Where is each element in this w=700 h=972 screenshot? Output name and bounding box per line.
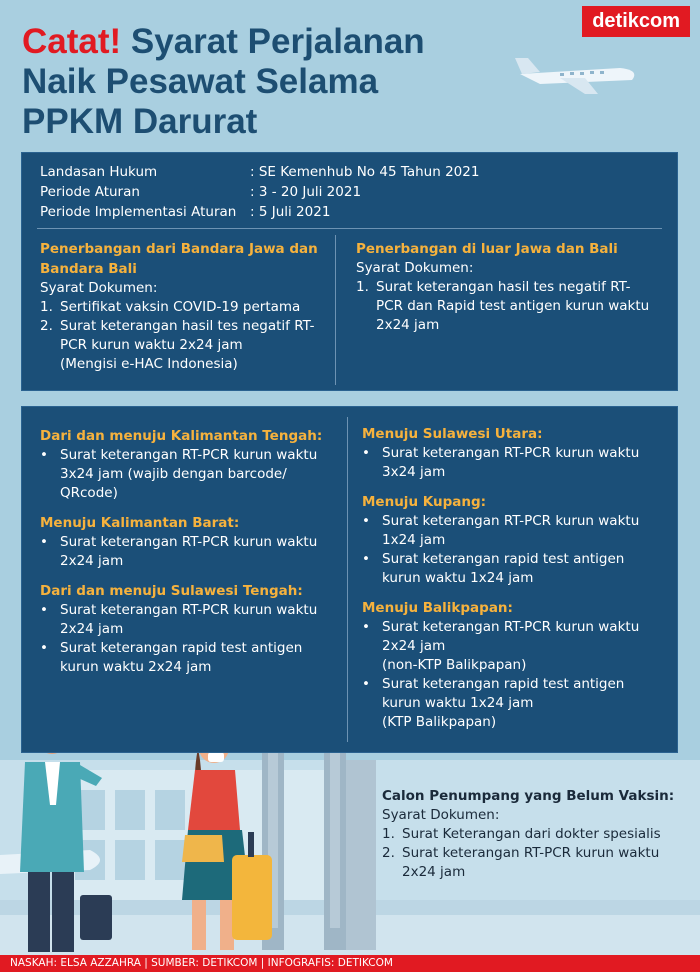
region-section: Dari dan menuju Sulawesi Tengah: • Surat keterangan RT-PCR kurun waktu 2x24 jam • Surat keterangan rapid test antigen kurun waktu 2x24 jam [40,581,340,677]
info-row: Periode Aturan : 3 - 20 Juli 2021 [40,184,362,200]
jawa-bali-section: Penerbangan dari Bandara Jawa dan Bandara Bali Syarat Dokumen: 1. Sertifikat vaksin COVID-19 pertama 2. Surat keterangan hasil tes negatif RT- PCR kurun waktu 2x24 jam (Mengisi e-HAC Indonesia) [40,239,330,374]
list-item: 1. Surat Keterangan dari dokter spesialis [382,826,661,842]
list-item: 2. Surat keterangan RT-PCR kurun waktu 2x24 jam [382,845,660,880]
list-item: • Surat keterangan RT-PCR kurun waktu 2x24 jam (non-KTP Balikpapan) [362,619,640,673]
list-item: • Surat keterangan rapid test antigen kurun waktu 1x24 jam [362,551,625,586]
info-row: Landasan Hukum : SE Kemenhub No 45 Tahun 2021 [40,164,480,180]
general-rules-panel [22,153,677,390]
info-row: Periode Implementasi Aturan : 5 Juli 2021 [40,204,331,220]
divider [37,228,662,229]
list-item: 2. Surat keterangan hasil tes negatif RT- PCR kurun waktu 2x24 jam (Mengisi e-HAC Indonesia) [40,318,315,372]
left-regions [40,426,340,687]
region-section: Menuju Kalimantan Barat: • Surat keterangan RT-PCR kurun waktu 2x24 jam [40,513,340,571]
title-line3: PPKM Darurat [22,102,258,141]
page-title [22,22,425,142]
list-item: • Surat keterangan RT-PCR kurun waktu 3x24 jam [362,445,640,480]
list-item: 1. Surat keterangan hasil tes negatif RT- PCR dan Rapid test antigen kurun waktu 2x24 jam [356,279,650,333]
region-section: Dari dan menuju Kalimantan Tengah: • Surat keterangan RT-PCR kurun waktu 3x24 jam (wajib dengan barcode/ QRcode) [40,426,340,503]
list-item: • Surat keterangan RT-PCR kurun waktu 3x24 jam (wajib dengan barcode/ QRcode) [40,447,318,501]
region-section: Menuju Balikpapan: • Surat keterangan RT-PCR kurun waktu 2x24 jam (non-KTP Balikpapan) • Surat keterangan rapid test antigen kurun waktu 1x24 jam (KTP Balikpapan) [362,598,667,732]
unvaccinated-section: Calon Penumpang yang Belum Vaksin: Syarat Dokumen: 1. Surat Keterangan dari dokter spesialis 2. Surat keterangan RT-PCR kurun waktu 2x24 jam [382,787,682,882]
list-item: • Surat keterangan RT-PCR kurun waktu 2x24 jam [40,534,318,569]
title-line2: Naik Pesawat Selama [22,62,379,101]
list-item: • Surat keterangan RT-PCR kurun waktu 2x24 jam [40,602,318,637]
list-item: 1. Sertifikat vaksin COVID-19 pertama [40,299,301,315]
region-section: Menuju Kupang: • Surat keterangan RT-PCR kurun waktu 1x24 jam • Surat keterangan rapid test antigen kurun waktu 1x24 jam [362,492,667,588]
right-regions [362,424,667,742]
regional-rules-panel [22,407,677,752]
title-highlight: Catat! [22,22,122,61]
list-item: • Surat keterangan RT-PCR kurun waktu 1x24 jam [362,513,640,548]
divider [347,417,348,742]
info-block [40,162,479,222]
airplane-icon [515,58,634,94]
footer-credits: NASKAH: ELSA AZZAHRA | SUMBER: DETIKCOM | INFOGRAFIS: DETIKCOM [0,955,700,972]
divider [335,235,336,385]
title-line1: Syarat Perjalanan [121,22,425,61]
brand-logo: detikcom [582,6,690,37]
luar-jawa-section: Penerbangan di luar Jawa dan Bali Syarat Dokumen: 1. Surat keterangan hasil tes negatif RT- PCR dan Rapid test antigen kurun waktu 2x24 jam [356,239,666,335]
region-section: Menuju Sulawesi Utara: • Surat keterangan RT-PCR kurun waktu 3x24 jam [362,424,667,482]
list-item: • Surat keterangan rapid test antigen kurun waktu 2x24 jam [40,640,303,675]
list-item: • Surat keterangan rapid test antigen kurun waktu 1x24 jam (KTP Balikpapan) [362,676,625,730]
